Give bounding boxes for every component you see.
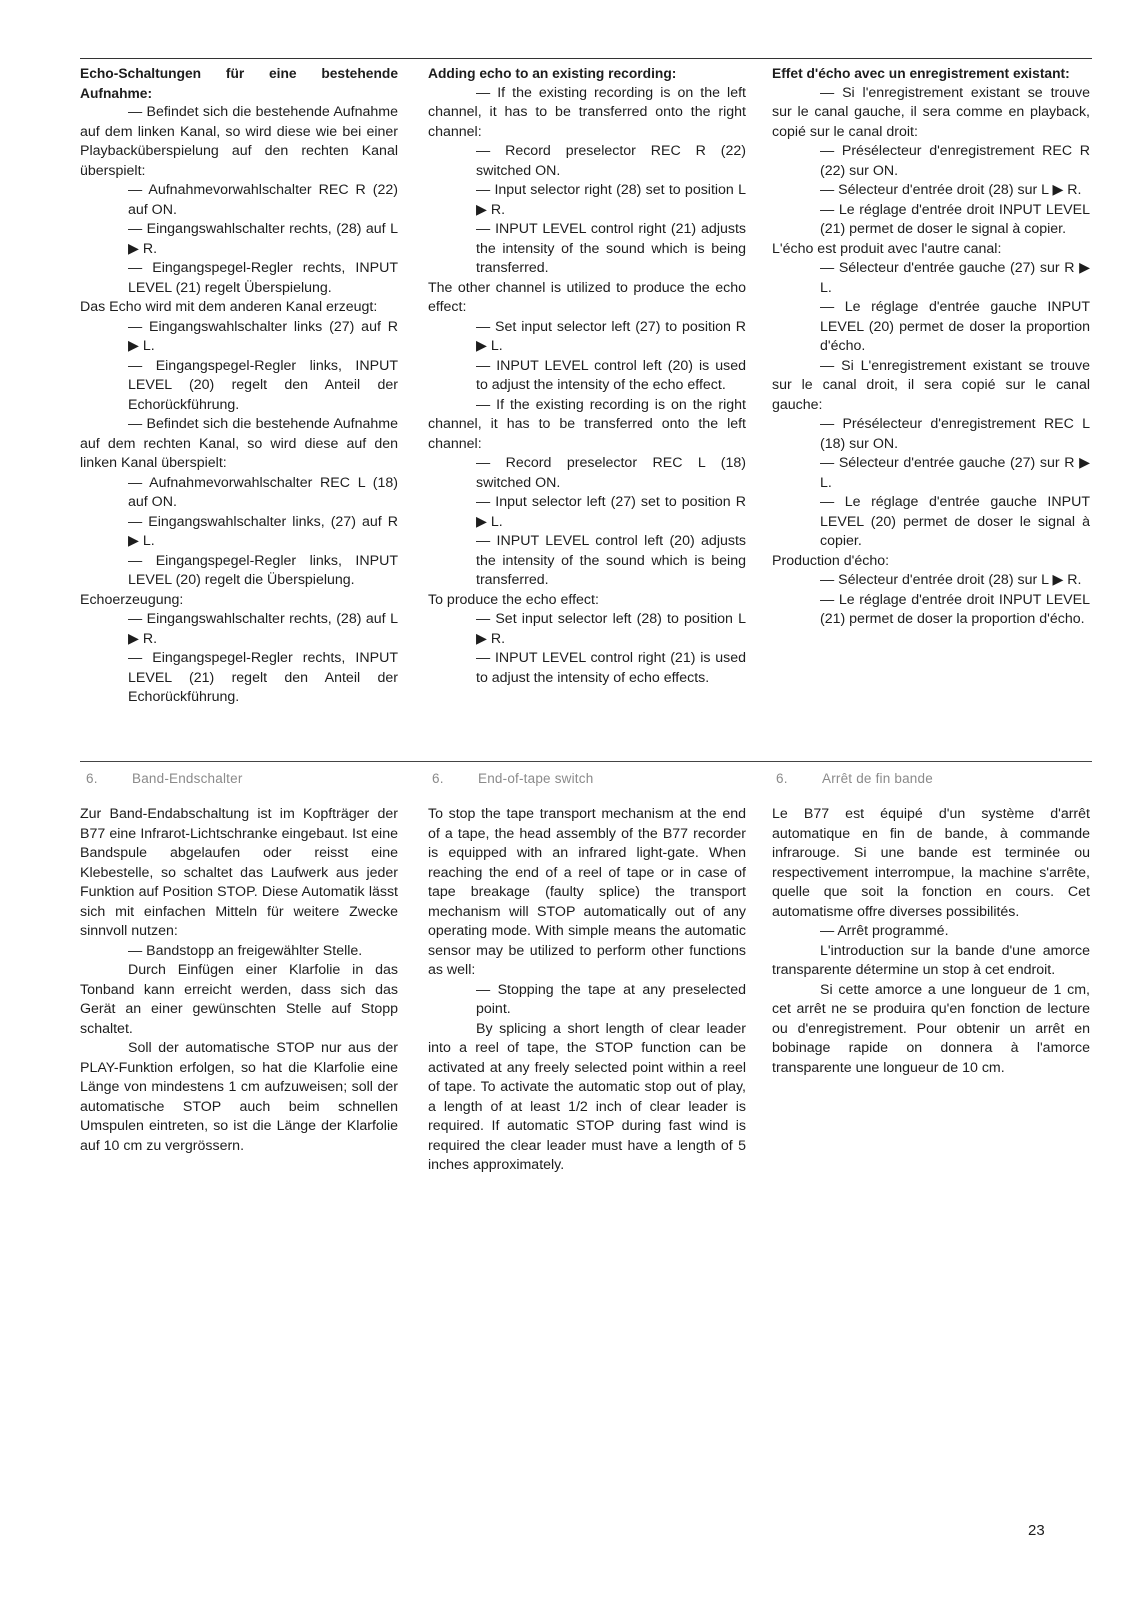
paragraph: Production d'écho:	[772, 552, 890, 569]
paragraph: Echoerzeugung:	[80, 591, 184, 608]
list-item: — Eingangswahlschalter rechts, (28) auf L ▶ R.	[128, 221, 398, 257]
list-item: — Stopping the tape at any preselected point.	[476, 981, 746, 1017]
list-item: — Record preselector REC L (18) switched ON.	[476, 455, 746, 491]
paragraph: Das Echo wird mit dem anderen Kanal erzeugt:	[80, 299, 378, 315]
section-heading-text: Band-Endschalter	[132, 771, 243, 786]
list-item: — Le réglage d'entrée droit INPUT LEVEL (21) permet de doser le signal à copier.	[820, 201, 1090, 237]
section-title: Effet d'écho avec un enregistrement existant:	[772, 66, 1070, 81]
section-number: 6.	[776, 771, 788, 786]
list-item: — Aufnahmevorwahlschalter REC L (18) auf ON.	[128, 474, 398, 510]
section-number: 6.	[86, 771, 98, 786]
list-item: — INPUT LEVEL control right (21) is used to adjust the intensity of echo effects.	[476, 650, 746, 686]
list-item: — Set input selector left (28) to position L ▶ R.	[476, 611, 746, 647]
tape-switch-column-german	[80, 805, 398, 1156]
section-number: 6.	[432, 771, 444, 786]
list-item: — Sélecteur d'entrée gauche (27) sur R ▶ L.	[820, 260, 1090, 296]
list-item: — Eingangspegel-Regler links, INPUT LEVEL (20) regelt den Anteil der Echorückführung.	[128, 357, 398, 413]
list-item: — INPUT LEVEL control right (21) adjusts the intensity of the sound which is being transferred.	[476, 221, 746, 276]
paragraph: — If the existing recording is on the right channel, it has to be transferred onto the left channel:	[428, 396, 746, 452]
list-item: — Arrêt programmé.	[820, 923, 949, 939]
section-heading-french	[776, 771, 933, 786]
section-heading-text: End-of-tape switch	[478, 771, 594, 786]
list-item: — Le réglage d'entrée gauche INPUT LEVEL (20) permet de doser la proportion d'écho.	[820, 299, 1090, 354]
list-item: — Présélecteur d'enregistrement REC L (18) sur ON.	[820, 416, 1090, 452]
paragraph: L'écho est produit avec l'autre canal:	[772, 240, 1002, 257]
section-rule	[80, 761, 1092, 762]
paragraph: Soll der automatische STOP nur aus der PLAY-Funktion erfolgen, so hat die Klarfolie eine Länge von mindestens 1 cm aufzuweisen; soll der automatische STOP auch beim schnellen Umspulen eintreten, so ist die Länge der Klarfolie auf 10 cm zu vergrössern.	[80, 1040, 398, 1154]
section-title: Adding echo to an existing recording:	[428, 66, 677, 81]
list-item: — Aufnahmevorwahlschalter REC R (22) auf ON.	[128, 182, 398, 218]
list-item: — Eingangswahlschalter links, (27) auf R ▶ L.	[128, 513, 398, 549]
list-item: — Input selector right (28) set to position L ▶ R.	[476, 182, 746, 218]
paragraph: — Si l'enregistrement existant se trouve sur le canal gauche, il sera comme en playback, copié sur le canal droit:	[772, 84, 1090, 140]
paragraph: — If the existing recording is on the left channel, it has to be transferred onto the right channel:	[428, 84, 746, 140]
list-item: — Record preselector REC R (22) switched ON.	[476, 143, 746, 179]
list-item: — Eingangspegel-Regler links, INPUT LEVEL (20) regelt die Überspielung.	[128, 552, 398, 588]
paragraph: Le B77 est équipé d'un système d'arrêt automatique en fin de bande, à commande infrarouge. Si une bande est terminée ou respectivement interrompue, la machine s'arrête, quelle que soit la fonction en cours. Cet automatisme offre diverses possibilités.	[772, 806, 1090, 920]
paragraph: By splicing a short length of clear leader into a reel of tape, the STOP function can be activated at any freely selected point within a reel of tape. To activate the automatic stop out of play, a length of at least 1/2 inch of clear leader is required. If automatic STOP during fast wind is required the clear leader must have a length of 5 inches approximately.	[428, 1020, 746, 1173]
paragraph: To produce the echo effect:	[428, 591, 599, 608]
list-item: — Sélecteur d'entrée droit (28) sur L ▶ R.	[820, 572, 1082, 588]
list-item: — INPUT LEVEL control left (20) is used to adjust the intensity of the echo effect.	[476, 357, 746, 393]
list-item: — Input selector left (27) set to position R ▶ L.	[476, 494, 746, 530]
list-item: — Set input selector left (27) to position R ▶ L.	[476, 318, 746, 354]
tape-switch-column-english	[428, 805, 746, 1176]
section-heading-german	[86, 771, 243, 786]
paragraph: — Befindet sich die bestehende Aufnahme auf dem linken Kanal, so wird diese wie bei einer Playbacküberspielung auf den rechten Kanal überspielt:	[80, 104, 398, 179]
list-item: — Eingangspegel-Regler rechts, INPUT LEVEL (21) regelt den Anteil der Echorückführung.	[128, 650, 398, 705]
section-title: Echo-Schaltungen für eine bestehende Aufnahme:	[80, 66, 398, 101]
paragraph: Zur Band-Endabschaltung ist im Kopfträger der B77 eine Infrarot-Lichtschranke eingebaut. Ist eine Bandspule abgelaufen oder reisst eine Klebestelle, so schaltet das Laufwerk aus jeder Funktion auf Position STOP. Diese Automatik lässt sich mit einfachen Mitteln für weitere Zwecke sinnvoll nutzen:	[80, 806, 398, 939]
list-item: — Le réglage d'entrée gauche INPUT LEVEL (20) permet de doser le signal à copier.	[820, 494, 1090, 549]
tape-switch-column-french	[772, 805, 1090, 1078]
echo-column-english	[428, 64, 746, 688]
list-item: — Présélecteur d'enregistrement REC R (22) sur ON.	[820, 143, 1090, 179]
section-heading-text: Arrêt de fin bande	[822, 771, 933, 786]
list-item: — INPUT LEVEL control left (20) adjusts the intensity of the sound which is being transferred.	[476, 533, 746, 588]
paragraph: Si cette amorce a une longueur de 1 cm, cet arrêt ne se produira qu'en fonction de lecture ou d'enregistrement. Pour obtenir un arrêt en bobinage rapide on donnera à l'amorce transparente une longueur de 10 cm.	[772, 981, 1090, 1076]
paragraph: — Befindet sich die bestehende Aufnahme auf dem rechten Kanal, so wird diese auf den linken Kanal überspielt:	[80, 416, 398, 471]
echo-column-german	[80, 64, 398, 708]
paragraph: The other channel is utilized to produce the echo effect:	[428, 279, 746, 315]
list-item: — Eingangswahlschalter rechts, (28) auf L ▶ R.	[128, 611, 398, 647]
list-item: — Eingangspegel-Regler rechts, INPUT LEVEL (21) regelt Überspielung.	[128, 260, 398, 296]
top-rule	[80, 58, 1092, 59]
page-number: 23	[1028, 1522, 1045, 1539]
paragraph: Durch Einfügen einer Klarfolie in das Tonband kann erreicht werden, dass sich das Gerät an einer gewünschten Stelle auf Stopp schaltet.	[80, 962, 398, 1037]
echo-column-french	[772, 64, 1090, 630]
paragraph: To stop the tape transport mechanism at the end of a tape, the head assembly of the B77 recorder is equipped with an infrared light-gate. When reaching the end of a reel of tape or in case of tape breakage (faulty splice) the transport mechanism will STOP automatically out of any operating mode. With simple means the automatic sensor may be utilized to perform other functions as well:	[428, 806, 746, 978]
list-item: — Sélecteur d'entrée gauche (27) sur R ▶ L.	[820, 455, 1090, 491]
section-heading-english	[432, 771, 593, 786]
paragraph: L'introduction sur la bande d'une amorce transparente détermine un stop à cet endroit.	[772, 942, 1090, 978]
list-item: — Bandstopp an freigewählter Stelle.	[128, 942, 363, 959]
paragraph: — Si L'enregistrement existant se trouve sur le canal droit, il sera copié sur le canal gauche:	[772, 357, 1090, 413]
list-item: — Le réglage d'entrée droit INPUT LEVEL (21) permet de doser la proportion d'écho.	[820, 591, 1090, 627]
list-item: — Sélecteur d'entrée droit (28) sur L ▶ R.	[820, 182, 1082, 198]
list-item: — Eingangswahlschalter links (27) auf R ▶ L.	[128, 318, 398, 354]
